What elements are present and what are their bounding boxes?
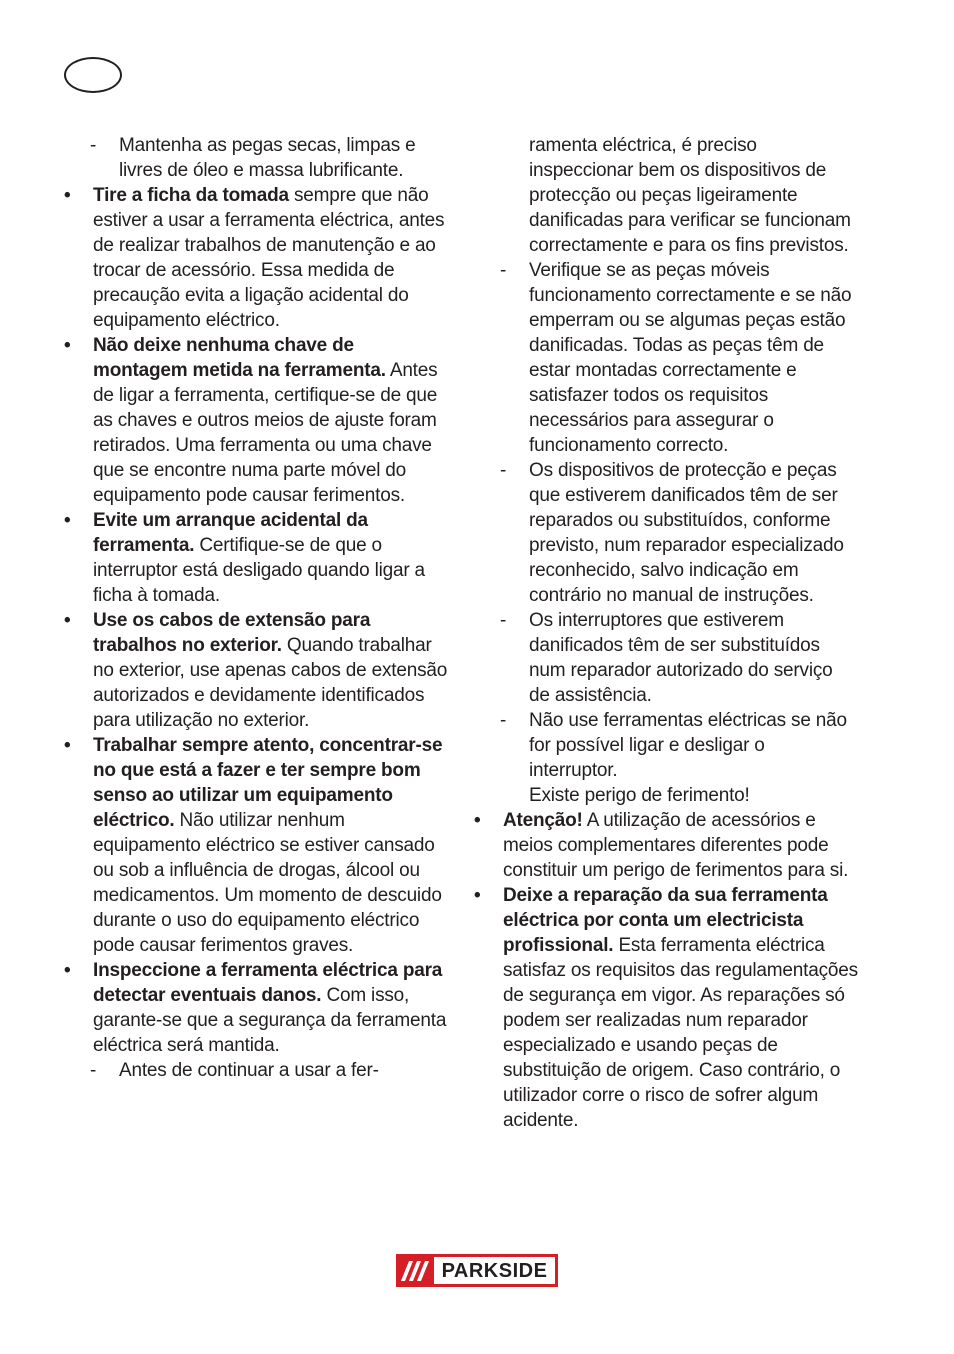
list-item: - Não use ferramentas eléctricas se não for possível ligar e desligar o interruptor.: [474, 708, 858, 783]
language-badge: [64, 57, 122, 93]
left-column: [64, 133, 448, 1083]
list-item: • Atenção! A utilização de acessórios e meios complementares diferentes pode constituir um perigo de ferimentos para si.: [474, 808, 858, 883]
right-column: [474, 133, 858, 1133]
list-item: • Trabalhar sempre atento, concentrar-se no que está a fazer e ter sempre bom senso ao utilizar um equipamento eléctrico. Não utilizar nenhum equipamento eléctrico se estiver cansado ou sob a influência de drogas, álcool ou medicamentos. Um momento de descuido durante o uso do equipamento eléctrico pode causar ferimentos graves.: [64, 733, 448, 958]
logo-stripes-icon: [396, 1254, 434, 1287]
list-item: - Verifique se as peças móveis funcionamento correctamente e se não emperram ou se algumas peças estão danificadas. Todas as peças têm de estar montadas correctamente e satisfazer todos os requisitos necessários para assegurar o funcionamento correcto.: [474, 258, 858, 458]
logo-text: PARKSIDE: [441, 1259, 548, 1282]
list-item: ramenta eléctrica, é preciso inspeccionar bem os dispositivos de protecção ou peças ligeiramente danificadas para verificar se funcionam correctamente e para os fins previstos.: [529, 135, 851, 256]
list-item: • Evite um arranque acidental da ferramenta. Certifique-se de que o interruptor está desligado quando ligar a ficha à tomada.: [64, 508, 448, 608]
list-item: • Deixe a reparação da sua ferramenta eléctrica por conta um electricista profissional. Esta ferramenta eléctrica satisfaz os requisitos das regulamentações de segurança em vigor. As reparações só podem ser realizadas num reparador especializado e usando peças de substituição de origem. Caso contrário, o utilizador corre o risco de sofrer algum acidente.: [474, 883, 858, 1133]
list-item: - Os interruptores que estiverem danificados têm de ser substituídos num reparador autorizado do serviço de assistência.: [474, 608, 858, 708]
list-item: • Tire a ficha da tomada sempre que não estiver a usar a ferramenta eléctrica, antes de realizar trabalhos de manutenção e ao trocar de acessório. Essa medida de precaução evita a ligação acidental do equipamento eléctrico.: [64, 183, 448, 333]
list-item: • Inspeccione a ferramenta eléctrica para detectar eventuais danos. Com isso, garante-se que a segurança da ferramenta eléctrica será mantida.: [64, 958, 448, 1058]
list-item: - Mantenha as pegas secas, limpas e livres de óleo e massa lubrificante.: [64, 133, 448, 183]
logo-box: [434, 1257, 555, 1284]
list-item: Existe perigo de ferimento!: [529, 785, 750, 806]
list-item: • Não deixe nenhuma chave de montagem metida na ferramenta. Antes de ligar a ferramenta, certifique-se de que as chaves e outros meios de ajuste foram retirados. Uma ferramenta ou uma chave que se encontre numa parte móvel do equipamento pode causar ferimentos.: [64, 333, 448, 508]
list-item: - Antes de continuar a usar a fer-: [64, 1058, 448, 1083]
list-item: - Os dispositivos de protecção e peças que estiverem danificados têm de ser reparados ou substituídos, conforme previsto, num reparador especializado reconhecido, salvo indicação em contrário no manual de instruções.: [474, 458, 858, 608]
parkside-logo: [396, 1254, 558, 1287]
list-item: • Use os cabos de extensão para trabalhos no exterior. Quando trabalhar no exterior, use apenas cabos de extensão autorizados e devidamente identificados para utilização no exterior.: [64, 608, 448, 733]
